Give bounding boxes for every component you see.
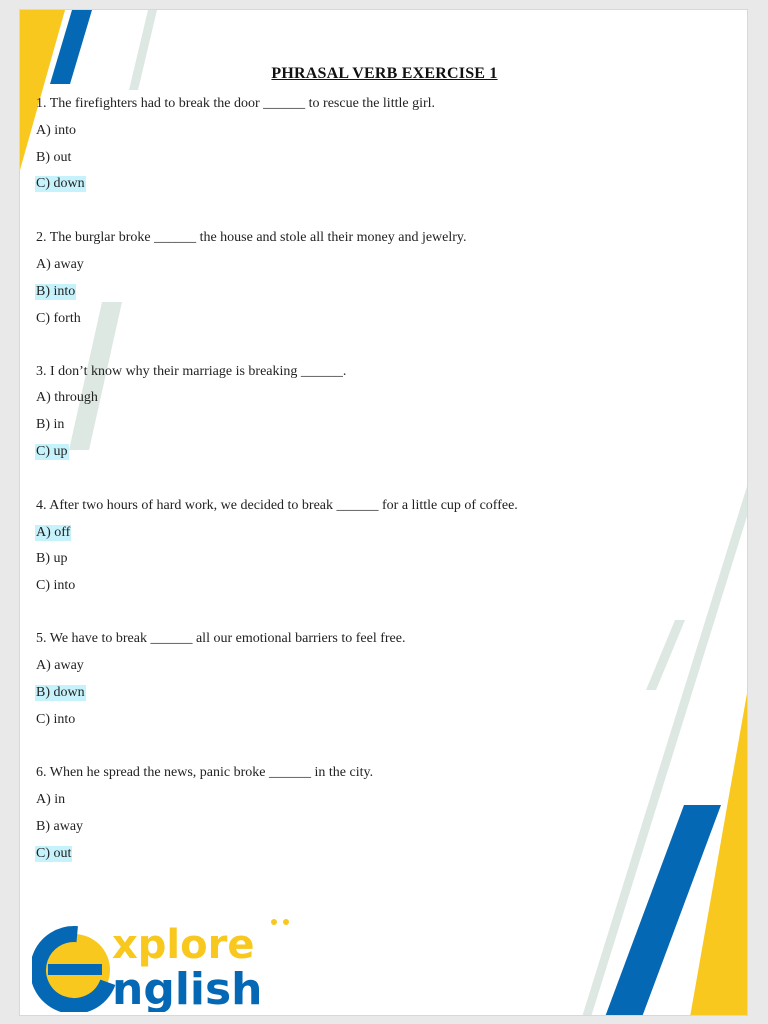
question-2: 2. The burglar broke ______ the house and stole all their money and jewelry. — [36, 230, 467, 245]
q2-option-a: A) away — [36, 257, 84, 272]
q6-option-c-answer: C) out — [36, 846, 72, 861]
question-3: 3. I don’t know why their marriage is breaking ______. — [36, 364, 347, 379]
logo-word-bottom: nglish — [112, 964, 263, 1012]
q6-option-a: A) in — [36, 792, 66, 807]
q3-option-c-answer: C) up — [36, 444, 68, 459]
q3-option-b: B) in — [36, 417, 65, 432]
q5-option-b-answer: B) down — [36, 685, 85, 700]
q2-option-c: C) forth — [36, 311, 81, 326]
q1-option-b: B) out — [36, 150, 72, 165]
question-6: 6. When he spread the news, panic broke ______ in the city. — [36, 765, 374, 780]
logo-umlaut-right — [283, 919, 289, 925]
q6-option-b: B) away — [36, 819, 84, 834]
stripe-yellow-top — [20, 10, 65, 170]
q5-option-a: A) away — [36, 658, 84, 673]
page-title: PHRASAL VERB EXERCISE 1 — [271, 65, 498, 82]
explore-english-logo-icon — [32, 924, 120, 1012]
q5-option-c: C) into — [36, 712, 76, 727]
q4-option-a-answer: A) off — [36, 525, 71, 540]
q1-option-a: A) into — [36, 123, 77, 138]
q4-option-c: C) into — [36, 578, 76, 593]
question-5: 5. We have to break ______ all our emotional barriers to feel free. — [36, 631, 406, 646]
question-1: 1. The firefighters had to break the door ______ to rescue the little girl. — [36, 96, 436, 111]
q3-option-a: A) through — [36, 390, 98, 405]
explore-english-logo — [32, 912, 332, 1012]
q1-option-c-answer: C) down — [36, 176, 85, 191]
question-4: 4. After two hours of hard work, we decided to break ______ for a little cup of coffee. — [36, 498, 518, 513]
logo-umlaut-left — [271, 919, 277, 925]
logo-word-top: xplore — [112, 922, 255, 968]
q2-option-b-answer: B) into — [36, 284, 76, 299]
document-page — [19, 9, 748, 1016]
stripe-pale-right-short — [646, 620, 685, 690]
q4-option-b: B) up — [36, 551, 68, 566]
